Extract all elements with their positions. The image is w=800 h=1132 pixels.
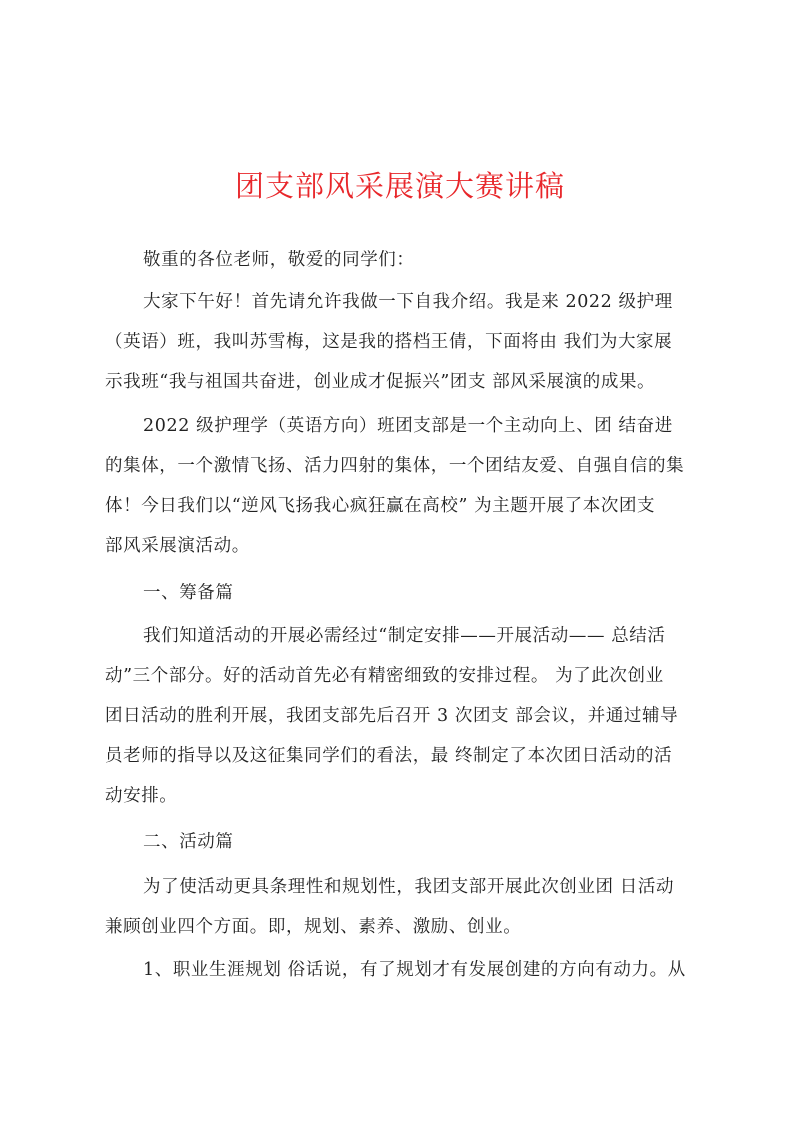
class-intro-line-2: 的集体，一个激情飞扬、活力四射的集体，一个团结友爱、自强自信的集 — [105, 456, 685, 476]
intro-line-3: 示我班“我与祖国共奋进，创业成才促振兴”团支 部风采展演的成果。 — [105, 372, 656, 392]
class-intro-line-3: 体！今日我们以“逆风飞扬我心疯狂赢在高校” 为主题开展了本次团支 — [105, 496, 656, 516]
class-intro-line-4: 部风采展演活动。 — [105, 536, 250, 556]
section1-paragraph — [105, 616, 705, 816]
section2-paragraph — [105, 867, 705, 947]
section1-heading: 一、筹备篇 — [143, 583, 234, 603]
document-title: 团支部风采展演大赛讲稿 — [234, 169, 565, 203]
greeting-paragraph — [105, 240, 705, 280]
intro-line-2: （英语）班，我叫苏雪梅，这是我的搭档王倩，下面将由 我们为大家展 — [105, 332, 673, 352]
section1-line-5: 动安排。 — [105, 786, 178, 806]
section2-line-2: 兼顾创业四个方面。即，规划、素养、激励、创业。 — [105, 917, 522, 937]
greeting-line: 敬重的各位老师，敬爱的同学们： — [143, 250, 415, 270]
intro-paragraph — [105, 282, 705, 402]
intro-line-1: 大家下午好！首先请允许我做一下自我介绍。我是来 2022 级护理 — [143, 292, 673, 312]
section1-line-2: 动”三个部分。好的活动首先必有精密细致的安排过程。 为了此次创业 — [105, 666, 664, 686]
section1-line-1: 我们知道活动的开展必需经过“制定安排——开展活动—— 总结活 — [143, 626, 666, 646]
section1-line-3: 团日活动的胜利开展，我团支部先后召开 3 次团支 部会议，并通过辅导 — [105, 706, 679, 726]
class-intro-line-1: 2022 级护理学（英语方向）班团支部是一个主动向上、团 结奋进 — [143, 416, 673, 436]
item1-line-1: 1、职业生涯规划 俗话说，有了规划才有发展创建的方向有动力。从 — [143, 960, 686, 980]
section2-heading: 二、活动篇 — [143, 832, 234, 852]
section1-line-4: 员老师的指导以及这征集同学们的看法，最 终制定了本次团日活动的活 — [105, 746, 673, 766]
section2-line-1: 为了使活动更具条理性和规划性，我团支部开展此次创业团 日活动 — [143, 877, 675, 897]
item1-paragraph — [105, 950, 705, 990]
class-intro-paragraph — [105, 406, 705, 566]
